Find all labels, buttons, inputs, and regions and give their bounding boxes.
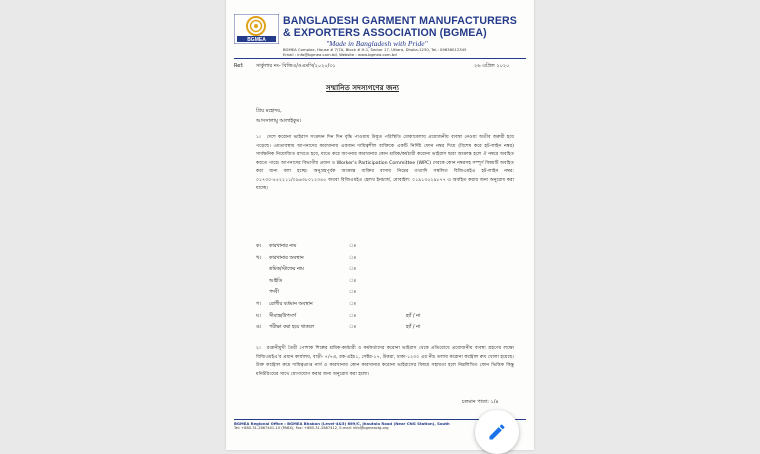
paragraph-2-text: রপ্তানীমুখী তৈরী পোশাক শিল্পের শ্রমিক-কর্মচারী ও কর্মকর্তাদের করোনা ভাইরাস থেকে প্রতিরোধে প্রয়োজনীয় ব্যবস্থা গ্রহণের লক্ষ্যে বিজিএমইএ'র প্রধান কার্যালয়, বাড়ী- ৭/৭এ, রক-এইচ১, সেক্টর-১৭, উত্তরা, ঢাকা-১২৩০ এর নীচ তলায় করোনা কন্ট্রোল রুম খোলা হয়েছে। উক্ত কন্ট্রোল রুমে দায়িত্বপ্রাপ্ত নার্স ও কারখানায় কোন কারখানার করোনা ভাইরাসের বিষয়ে সহায়তা হলে নিম্নলিখিত ফোন ভিত্তিক কিন্তু মনিটরিংয়ের সাথে যোগাযোগ করার জন্য অনুরোধ করা হলো। (256, 346, 514, 377)
form-value: হ্যাঁ / না (406, 313, 421, 319)
form-value: হ্যাঁ / না (406, 325, 421, 331)
form-key: ঘ। (256, 313, 261, 319)
form-label: পরীক্ষা করা হয়ে থাকলে (269, 325, 315, 331)
circular-number: সার্কুলার নং- বিজিএ/ওএমসি/২০২০/৩১ (256, 63, 336, 69)
bgmea-logo (234, 14, 279, 44)
form-key: খ। (256, 255, 261, 261)
form-row (256, 324, 486, 332)
address: BGMEA Complex, House # 7/7A, Block # H-1, Sector 17, Uttara, Dhaka-1230, Tel.: 09638012345 (283, 47, 467, 52)
form-label: শ্রমিক/স্টাফের নাম (269, 267, 304, 273)
form-label: কারখানার নাম (269, 244, 297, 249)
form-row (256, 243, 486, 251)
form-label: কারখানার অবস্থান (269, 255, 304, 261)
paragraph-1-text: দেশে করোনা ভাইরাস সংক্রমন দিন দিন বৃদ্ধি পাওয়ায় উদ্ভূত পরিস্থিতি মোকাবেলায় প্রয়োজনীয় ব্যবস্থা নেওয়া অতীব জরুরী হয়ে পড়েছে। এমতাবস্থায় আপনাদের কারখানায় একজন দায়িত্বশীল ব্যক্তিকে একটি নির্দিষ্ট ফোন নম্বর দিয়ে (বিশেষ করে হট-লাইন নম্বর) সার্বক্ষনিক নিয়োজিত রাখতে হবে, যাতে করে আপনার কারখানার কোন শ্রমিক/কর্মচারী করোনা ভাইরাস দ্বারা আক্রান্ত হলে ঐ নম্বরে অবহিত করতে পারে। আপনাদের বিভাগীয় প্রধান ও Worker's Participation Committee (WPC) দেরকে কোন নম্বরসহ সম্পূর্ণ বিষয়টি অবহিত করা জন্য বলা হচ্ছে। অনুগ্রহপূর্বক আক্রান্ত ব্যক্তির বাসায় নিম্নের তথ্যাদি সম্বলিত বিজিএমইএ হট-লাইন নম্বর: ০১৭৩০-৫৫২২১১/০৯৬৩৮০১২৩৪৫ অথবা বিজিএমইএ হেলথ ইনচার্জ, মোবাইল: ০১৯১৩৫২৯৮৭৭ এ অবহিত করার জন্য অনুরোধ করা যাচ্ছে। (256, 135, 514, 191)
paragraph-2 (256, 345, 514, 379)
form-key: ঙ। (256, 325, 262, 331)
form-colon: ঃ (349, 290, 357, 296)
form-colon: ঃ (349, 255, 357, 261)
tagline: "Made in Bangladesh with Pride" (326, 39, 428, 48)
paragraph-2-number: ২। (256, 346, 261, 351)
org-name-line2: & EXPORTERS ASSOCIATION (BGMEA) (283, 27, 487, 39)
ref-label: Ref: (234, 63, 244, 69)
paragraph-1 (256, 134, 514, 194)
form-row (256, 289, 486, 297)
edit-button[interactable] (475, 410, 519, 454)
form-key: ক। (256, 244, 262, 249)
org-name-line1: BANGLADESH GARMENT MANUFACTURERS (283, 15, 517, 27)
footer-regional-office: BGMEA Regional Office : BGMEA Bhaban (Level-4&5) 669/C, Jhautala Road (Near CNG Station), South (234, 421, 450, 426)
form-label: সীমান্ত্র/উপসর্গ (269, 313, 296, 319)
footer-contact: Tel: +880-31-2867401-10 (PABX), Fax: +880-31-2867412, E-mail: info@bgmeactg.org (234, 426, 389, 430)
logo-text: BGMEA (247, 37, 266, 43)
form-colon: ঃ (349, 267, 357, 273)
form-label: পদবী (269, 290, 279, 296)
form-colon: ঃ (349, 278, 357, 284)
paragraph-1-number: ১। (256, 135, 261, 140)
form-row (256, 313, 486, 321)
form-row (256, 255, 486, 263)
form-row (256, 278, 486, 286)
salutation: প্রিয় মহোদয়, (256, 108, 282, 114)
form-colon: ঃ (349, 313, 357, 319)
form-label: রোগীর বর্তমান অবস্থান (269, 302, 313, 307)
document-page (226, 0, 534, 450)
header-divider (234, 58, 526, 59)
form-colon: ঃ (349, 244, 357, 249)
greeting: আসসালামু আলাইকুম। (256, 118, 302, 124)
form-row (256, 301, 486, 309)
form-colon: ঃ (349, 302, 357, 307)
contact-info: Email : info@bgmea.com.bd, Website : www.bgmea.com.bd (283, 52, 397, 57)
form-colon: ঃ (349, 325, 357, 331)
form-row (256, 266, 486, 274)
letter-date: ২৬ এপ্রিল ২০২০ (474, 63, 510, 69)
form-label: আইডি (269, 278, 282, 284)
continued-page-note: চলমান পাতা: ১/৪ (462, 399, 499, 405)
letter-title: সম্মানিত সদস্যগণের জন্য (326, 83, 399, 92)
form-key: গ। (256, 302, 261, 307)
pencil-icon (487, 422, 507, 442)
